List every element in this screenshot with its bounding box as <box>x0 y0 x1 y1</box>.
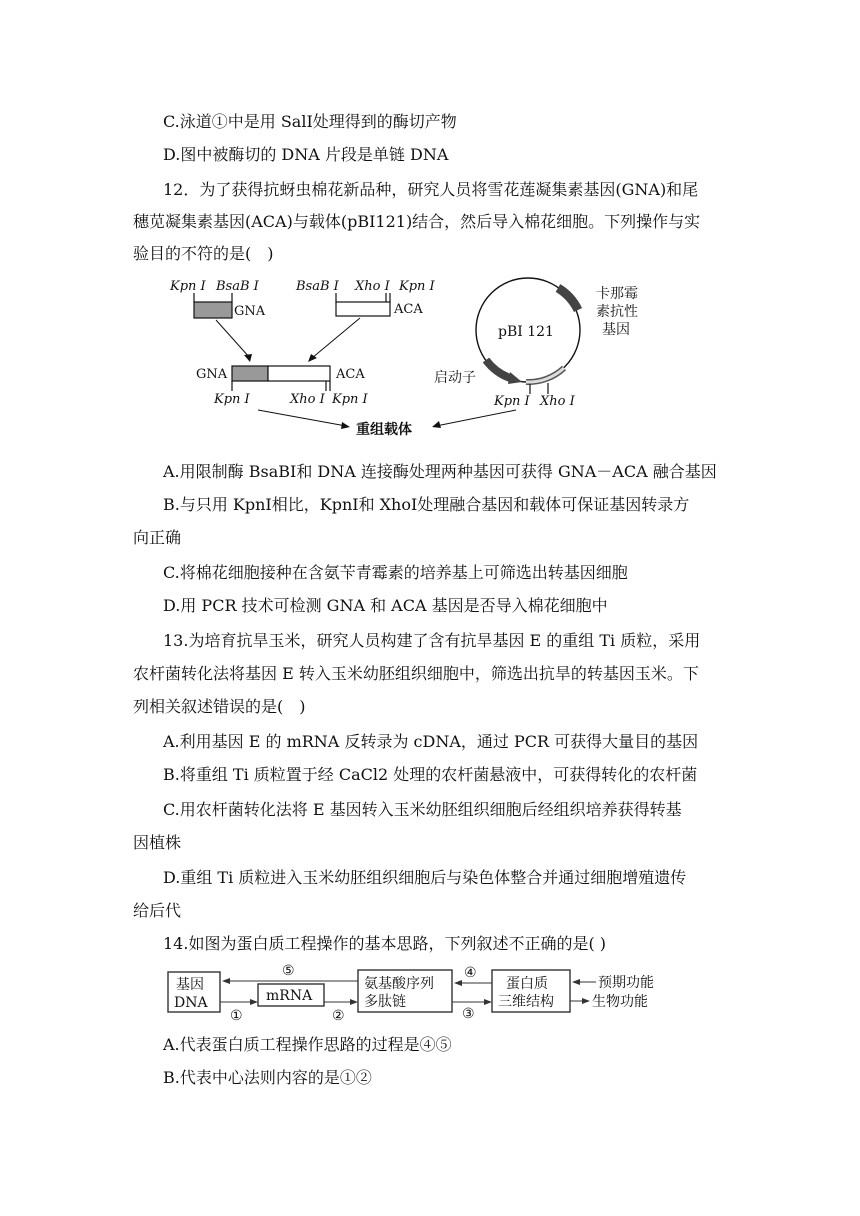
q12-figure <box>150 270 730 450</box>
q14-option-b: B.代表中心法则内容的是①② <box>163 1068 372 1087</box>
dna-label: DNA <box>174 995 208 1011</box>
aca-label: ACA <box>394 302 423 317</box>
q12-option-d: D.用 PCR 技术可检测 GNA 和 ACA 基因是否导入棉花细胞中 <box>163 596 608 615</box>
q13-stem-line2: 农杆菌转化法将基因 E 转入玉米幼胚组织细胞中，筛选出抗旱的转基因玉米。下 <box>133 664 699 683</box>
q12-stem-line2: 穗苋凝集素基因(ACA)与载体(pBI121)结合，然后导入棉花细胞。下列操作与实 <box>133 212 701 231</box>
polypeptide-label: 多肽链 <box>364 994 406 1010</box>
q13-option-d-line1: D.重组 Ti 质粒进入玉米幼胚组织细胞后与染色体整合并通过细胞增殖遗传 <box>163 868 687 887</box>
protein-label: 蛋白质 <box>506 976 548 992</box>
plasmid-name: pBI 121 <box>498 324 554 340</box>
resistance-label-3: 基因 <box>602 322 630 338</box>
q11-option-d: D.图中被酶切的 DNA 片段是单链 DNA <box>163 145 449 164</box>
bio-function-label: 生物功能 <box>592 994 648 1010</box>
aca-xho-label: Xho Ⅰ <box>355 279 390 294</box>
amino-acid-label: 氨基酸序列 <box>364 976 434 992</box>
q13-option-c-line2: 因植株 <box>133 833 182 852</box>
promoter-arrow-icon <box>508 372 522 384</box>
plasmid-xho-label: Xho Ⅰ <box>540 394 575 409</box>
expected-function-label: 预期功能 <box>598 975 654 991</box>
gna-fragment <box>194 302 232 318</box>
plasmid-kpn-label: Kpn Ⅰ <box>494 394 530 409</box>
fusion-gna-part <box>232 366 268 381</box>
fusion-gna-label: GNA <box>196 367 228 382</box>
step1-label: ① <box>230 1008 243 1022</box>
resistance-label-1: 卡那霉 <box>596 286 638 302</box>
aca-bsab-label: BsaB Ⅰ <box>296 279 339 294</box>
q13-stem-line3: 列相关叙述错误的是( ) <box>133 697 306 716</box>
step4-label: ④ <box>464 965 477 981</box>
promoter-segment <box>486 360 510 378</box>
q13-option-d-line2: 给后代 <box>133 901 182 920</box>
structure-label: 三维结构 <box>498 994 554 1010</box>
q11-option-c: C.泳道①中是用 SalⅠ处理得到的酶切产物 <box>163 112 457 131</box>
step3-label: ③ <box>462 1006 475 1022</box>
fusion-kpn-left-label: Kpn Ⅰ <box>214 392 250 407</box>
promoter-label: 启动子 <box>434 370 476 386</box>
step5-label: ⑤ <box>282 963 295 979</box>
mrna-label: mRNA <box>266 988 313 1004</box>
q13-option-a: A.利用基因 E 的 mRNA 反转录为 cDNA，通过 PCR 可获得大量目的基因 <box>163 732 699 751</box>
aca-kpn-label: Kpn Ⅰ <box>399 279 435 294</box>
aca-fragment <box>336 302 390 316</box>
fusion-xho-label: Xho Ⅰ <box>290 392 325 407</box>
gna-kpn-label: Kpn Ⅰ <box>170 279 206 294</box>
fusion-kpn-right-label: Kpn Ⅰ <box>332 392 368 407</box>
q12-stem-line1: 12．为了获得抗蚜虫棉花新品种，研究人员将雪花莲凝集素基因(GNA)和尾 <box>163 180 699 199</box>
fusion-aca-part <box>268 366 330 381</box>
gene-label: 基因 <box>176 977 204 993</box>
resistance-label-2: 素抗性 <box>596 304 638 320</box>
q14-option-a: A.代表蛋白质工程操作思路的过程是④⑤ <box>163 1035 452 1054</box>
q13-stem-line1: 13.为培育抗旱玉米，研究人员构建了含有抗旱基因 E 的重组 Ti 质粒，采用 <box>163 631 701 650</box>
q12-option-b-line1: B.与只用 KpnⅠ相比，KpnⅠ和 XhoⅠ处理融合基因和载体可保证基因转录方 <box>163 495 690 514</box>
recombinant-vector-label: 重组载体 <box>356 422 412 438</box>
step2-label: ② <box>332 1008 345 1022</box>
fusion-aca-label: ACA <box>336 367 365 382</box>
q13-option-b: B.将重组 Ti 质粒置于经 CaCl2 处理的农杆菌悬液中，可获得转化的农杆菌 <box>163 765 698 784</box>
resistance-gene-segment <box>558 288 578 310</box>
q12-option-a: A.用限制酶 BsaBⅠ和 DNA 连接酶处理两种基因可获得 GNA－ACA 融合基因 <box>163 462 717 481</box>
q12-option-b-line2: 向正确 <box>133 528 182 547</box>
q14-figure <box>160 962 680 1022</box>
q14-stem: 14.如图为蛋白质工程操作的基本思路，下列叙述不正确的是( ) <box>163 934 607 953</box>
q12-option-c: C.将棉花细胞接种在含氨苄青霉素的培养基上可筛选出转基因细胞 <box>163 563 628 582</box>
q13-option-c-line1: C.用农杆菌转化法将 E 基因转入玉米幼胚组织细胞后经组织培养获得转基 <box>163 800 682 819</box>
gna-label: GNA <box>234 304 266 319</box>
gna-bsab-label: BsaB Ⅰ <box>216 279 259 294</box>
q12-stem-line3: 验目的不符的是( ) <box>133 244 274 263</box>
